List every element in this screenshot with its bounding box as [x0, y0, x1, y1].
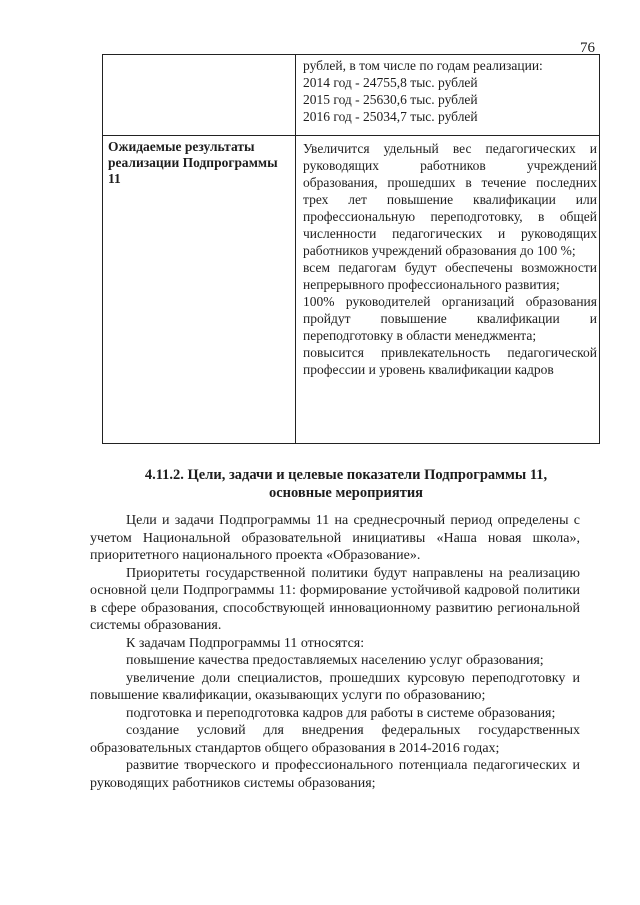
financing-line: рублей, в том числе по годам реализации: — [303, 58, 543, 73]
financing-line: 2014 год - 24755,8 тыс. рублей — [303, 75, 478, 90]
expected-result-paragraph: всем педагогам будут обеспечены возможности непрерывного профессионального развития; — [303, 260, 597, 292]
financing-line: 2015 год - 25630,6 тыс. рублей — [303, 92, 478, 107]
body-paragraph: подготовка и переподготовка кадров для работы в системе образования; — [126, 705, 556, 721]
body-paragraph: К задачам Подпрограммы 11 относятся: — [126, 635, 365, 651]
table-row-expected-results — [103, 135, 599, 443]
body-paragraph: повышение качества предоставляемых населению услуг образования; — [126, 653, 544, 668]
expected-result-paragraph: Увеличится удельный вес педагогических и руководящих работников учреждений образования, прошедших в течение последних трех лет повышение квалификации или профессиональную переподготовку, в общей численности педагогических и руководящих работников учреждений образования до 100 %; — [303, 141, 597, 258]
expected-results-label: Ожидаемые результаты реализации Подпрограммы 11 — [108, 139, 278, 186]
expected-result-paragraph: повысится привлекательность педагогической профессии и уровень квалификации кадров — [303, 345, 597, 377]
body-text — [90, 512, 580, 792]
section-heading: 4.11.2. Цели, задачи и целевые показатели Подпрограммы 11, основные мероприятия — [144, 467, 548, 501]
body-paragraph: развитие творческого и профессионального потенциала педагогических и руководящих работников системы образования; — [90, 758, 580, 791]
body-paragraph: Цели и задачи Подпрограммы 11 на среднесрочный период определены с учетом Национальной образовательной инициативы «Наша новая школа», приоритетного национального проекта «Образование». — [90, 513, 580, 563]
expected-results-cell — [303, 140, 597, 378]
passport-table — [102, 54, 600, 444]
body-paragraph: Приоритеты государственной политики будут направлены на реализацию основной цели Подпрограммы 11: формирование устойчивой кадровой политики в сфере образования, способствующей инновационному развитию региональной системы образования. — [90, 565, 580, 633]
page-number: 76 — [580, 40, 595, 56]
financing-line: 2016 год - 25034,7 тыс. рублей — [303, 109, 478, 124]
body-paragraph: создание условий для внедрения федеральных государственных образовательных стандартов общего образования в 2014-2016 годах; — [90, 723, 580, 756]
table-row-financing — [103, 55, 599, 135]
expected-result-paragraph: 100% руководителей организаций образования пройдут повышение квалификации и переподготовку в области менеджмента; — [303, 294, 597, 343]
financing-cell — [303, 57, 597, 125]
body-paragraph: увеличение доли специалистов, прошедших курсовую переподготовку и повышение квалификации, оказывающих услуги по образованию; — [90, 670, 580, 703]
